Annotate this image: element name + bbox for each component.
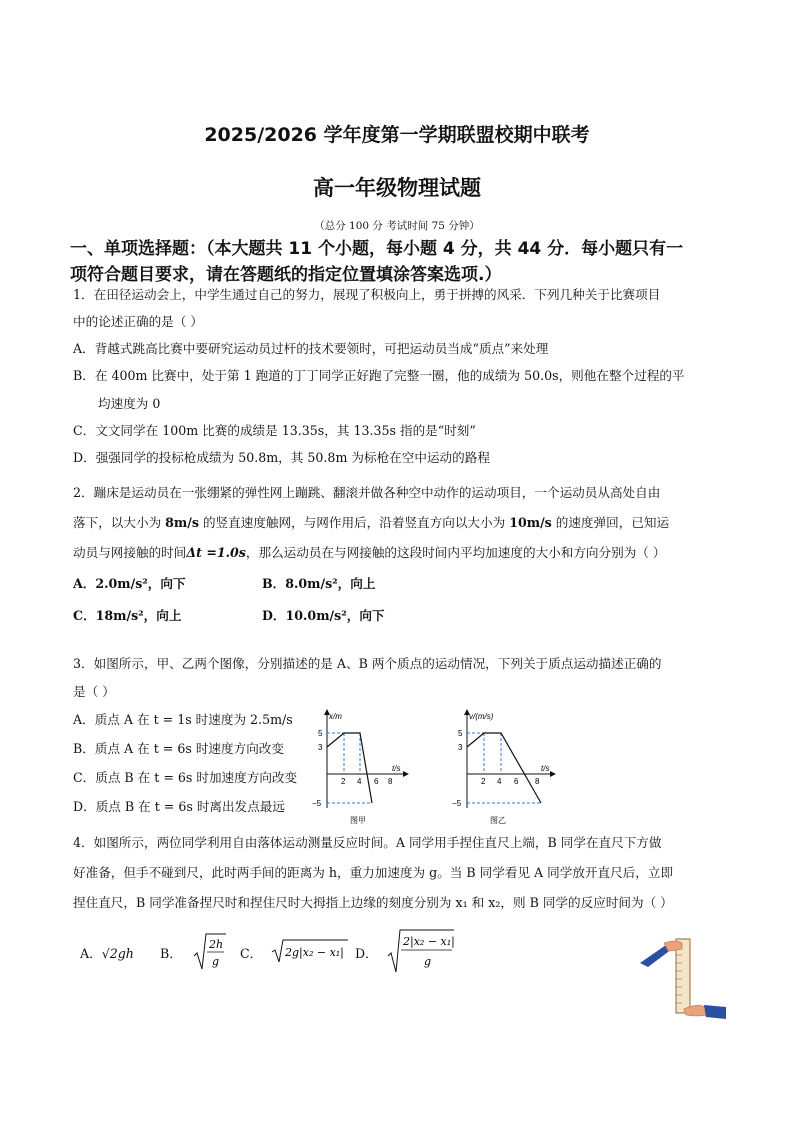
svg-text:4: 4 — [497, 777, 502, 786]
exam-subtitle: 高一年级物理试题 — [313, 176, 481, 200]
ruler-hands-illustration — [636, 935, 728, 1025]
q3-stem-line1: 3．如图所示，甲、乙两个图像，分别描述的是 A、B 两个质点的运动情况，下列关于质点运动描述正确的 — [73, 656, 662, 671]
graph-vt — [445, 708, 560, 828]
graph-xt-xlabel: t/s — [392, 764, 401, 773]
q4-formula-d — [386, 928, 456, 974]
q4-formula-c — [270, 938, 350, 964]
svg-text:−5: −5 — [452, 799, 462, 808]
graph-vt-caption: 图乙 — [490, 816, 506, 825]
q2-stem-line1: 2．蹦床是运动员在一张绷紧的弹性网上蹦跳、翻滚并做各种空中动作的运动项目，一个运动员从高处自由 — [73, 485, 661, 500]
q1-option-b-line2: 均速度为 0 — [98, 396, 161, 411]
q2-option-d: D．10.0m/s²，向下 — [262, 608, 385, 623]
svg-text:8: 8 — [388, 777, 393, 786]
q3-option-c: C．质点 B 在 t = 6s 时加速度方向改变 — [73, 770, 298, 785]
q1-stem-line2: 中的论述正确的是（ ） — [73, 314, 203, 329]
q4-stem-line1: 4．如图所示，两位同学利用自由落体运动测量反应时间。A 同学用手捏住直尺上端，B 同学在直尺下方做 — [73, 835, 662, 850]
q1-stem-line1: 1．在田径运动会上，中学生通过自己的努力，展现了积极向上，勇于拼搏的风采．下列几种关于比赛项目 — [73, 287, 661, 302]
q4-option-d: D． 2|x₂ − x₁| g — [355, 928, 456, 974]
svg-text:5: 5 — [318, 729, 323, 738]
svg-text:g: g — [211, 955, 219, 968]
svg-text:2: 2 — [341, 777, 346, 786]
q3-option-a: A．质点 A 在 t = 1s 时速度为 2.5m/s — [73, 712, 293, 727]
q1-option-b-line1: B．在 400m 比赛中，处于第 1 跑道的丁丁同学正好跑了完整一圈，他的成绩为 50.0s，则他在整个过程的平 — [73, 368, 685, 383]
q4-option-b: B． 2h g — [160, 932, 228, 972]
section-heading-line2: 项符合题目要求，请在答题纸的指定位置填涂答案选项.） — [70, 265, 502, 285]
q2-stem-line3: 动员与网接触的时间Δt =1.0s，那么运动员在与网接触的这段时间内平均加速度的大小和方向分别为（ ） — [73, 545, 666, 560]
svg-text:2|x₂ − x₁|: 2|x₂ − x₁| — [402, 935, 455, 948]
q1-option-a: A．背越式跳高比赛中要研究运动员过杆的技术要领时，可把运动员当成“质点”来处理 — [73, 341, 549, 356]
exam-note: （总分 100 分 考试时间 75 分钟） — [314, 220, 480, 232]
graph-xt-caption: 图甲 — [350, 816, 366, 825]
q2-stem-line2: 落下，以大小为 8m/s 的竖直速度触网，与网作用后，沿着竖直方向以大小为 10m/s 的速度弹回，已知运 — [73, 515, 670, 530]
q4-option-a: A．√2gh — [80, 946, 134, 961]
exam-title: 2025/2026 学年度第一学期联盟校期中联考 — [204, 124, 590, 146]
q1-option-c: C．文文同学在 100m 比赛的成绩是 13.35s，其 13.35s 指的是“时刻” — [73, 423, 476, 438]
svg-text:5: 5 — [458, 729, 463, 738]
svg-text:2: 2 — [481, 777, 486, 786]
svg-text:g: g — [423, 955, 431, 968]
q3-stem-line2: 是（ ） — [73, 684, 115, 699]
q4-formula-b — [192, 932, 228, 972]
svg-text:3: 3 — [458, 743, 463, 752]
graph-vt-ylabel: v/(m/s) — [469, 712, 494, 721]
q3-option-d: D．质点 B 在 t = 6s 时离出发点最远 — [73, 799, 285, 814]
q2-option-b: B．8.0m/s²，向上 — [262, 576, 376, 591]
svg-text:2g|x₂ − x₁|: 2g|x₂ − x₁| — [285, 946, 345, 959]
svg-text:2h: 2h — [208, 938, 223, 951]
section-heading — [70, 236, 730, 288]
svg-text:6: 6 — [514, 777, 519, 786]
q4-stem-line2: 好准备，但手不碰到尺，此时两手间的距离为 h，重力加速度为 g。当 B 同学看见 A 同学放开直尺后，立即 — [73, 865, 674, 880]
q4-option-c: C． 2g|x₂ − x₁| — [240, 938, 350, 964]
graph-vt-xlabel: t/s — [541, 764, 550, 773]
svg-text:4: 4 — [357, 777, 362, 786]
q2-option-c: C．18m/s²，向上 — [73, 608, 182, 623]
svg-text:8: 8 — [535, 777, 540, 786]
q3-option-b: B．质点 A 在 t = 6s 时速度方向改变 — [73, 741, 284, 756]
q4-stem-line3: 捏住直尺，B 同学准备捏尺时和捏住尺时大拇指上边缘的刻度分别为 x₁ 和 x₂，则 B 同学的反应时间为（ ） — [73, 895, 673, 910]
svg-text:3: 3 — [318, 743, 323, 752]
svg-text:−5: −5 — [312, 799, 322, 808]
section-heading-line1: 一、单项选择题：（本大题共 11 个小题，每小题 4 分，共 44 分．每小题只有一 — [70, 239, 684, 259]
graph-xt-ylabel: x/m — [329, 712, 342, 721]
q2-option-a: A．2.0m/s²，向下 — [73, 576, 186, 591]
graph-xt — [300, 708, 410, 828]
svg-text:6: 6 — [374, 777, 379, 786]
q1-option-d: D．强强同学的投标枪成绩为 50.8m，其 50.8m 为标枪在空中运动的路程 — [73, 450, 490, 465]
